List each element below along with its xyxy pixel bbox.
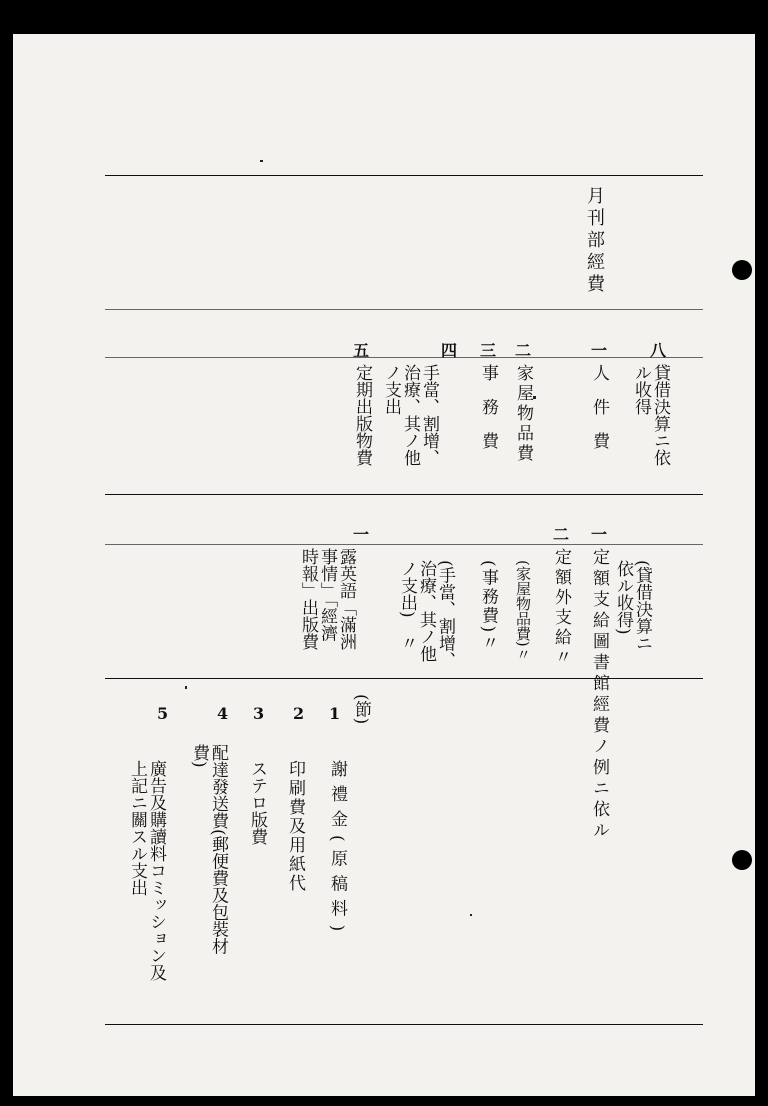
b-sub-3-text: (事務費)〃 bbox=[478, 560, 498, 654]
b-item-8-text: (貸借決算ニ 依ル收得) bbox=[613, 560, 652, 652]
rule-b-mid bbox=[105, 544, 703, 545]
item-2-number: 二 bbox=[515, 341, 532, 360]
c-sub4-number: 4 bbox=[217, 704, 229, 723]
item-5-number: 五 bbox=[353, 341, 370, 360]
item-2-text: 家屋物品費 bbox=[513, 364, 533, 464]
b-sub-2-text: (家屋物品費)〃 bbox=[514, 560, 532, 662]
item-3-text: 事 務 費 bbox=[478, 364, 498, 449]
item-3-number: 三 bbox=[480, 341, 497, 360]
speck bbox=[185, 686, 187, 689]
b-pub-number: 一 bbox=[353, 525, 370, 544]
c-sub5-text: 廣告及購讀料コミッション及 上記ニ關スル支出 bbox=[127, 760, 166, 981]
item-1-number: 一 bbox=[591, 341, 608, 360]
b-item-1-text: 定額支給圖書館經費ノ例ニ依ル bbox=[589, 548, 609, 842]
item-4-text: 手當、割增、 治療、其ノ他 ノ支出 bbox=[381, 364, 439, 466]
c-header: (節) bbox=[351, 694, 371, 725]
item-1-text: 人 件 費 bbox=[589, 364, 609, 449]
c-sub2-text: 印刷費及用紙代 bbox=[285, 760, 305, 893]
rule-b-top bbox=[105, 494, 703, 495]
rule-bottom bbox=[105, 1024, 703, 1025]
rule-top bbox=[105, 175, 703, 176]
document-page bbox=[13, 34, 755, 1096]
c-sub3-number: 3 bbox=[253, 704, 265, 723]
binder-hole-icon bbox=[732, 850, 752, 870]
b-pub-text: 露英語「滿洲 事情」「經濟 時報」出版費 bbox=[298, 548, 356, 650]
b-item-1-number: 一 bbox=[591, 525, 608, 544]
rule-header-bottom bbox=[105, 309, 703, 310]
b-item-2-text: 定額外支給〃 bbox=[551, 548, 571, 668]
c-sub5-number: 5 bbox=[157, 704, 169, 723]
b-sub-4-text: (手當、割增、 治療、其ノ他 ノ支出) 〃 bbox=[397, 560, 455, 669]
speck bbox=[533, 396, 536, 399]
b-item-2-number: 二 bbox=[553, 525, 570, 544]
c-sub2-number: 2 bbox=[293, 704, 305, 723]
rule-a-bottom bbox=[105, 357, 703, 358]
speck bbox=[260, 160, 263, 162]
item-8-text: 貸借決算ニ依 ル收得 bbox=[631, 364, 670, 466]
item-5-text: 定期出版物費 bbox=[352, 364, 372, 466]
item-8-number: 八 bbox=[650, 341, 667, 360]
item-4-number: 四 bbox=[441, 341, 458, 360]
c-sub1-number: 1 bbox=[329, 704, 341, 723]
c-sub3-text: ステロ版費 bbox=[247, 760, 267, 845]
monthly-dept-expenses-label: 月刊部經費 bbox=[584, 186, 605, 296]
rule-c-top bbox=[105, 678, 703, 679]
binder-hole-icon bbox=[732, 260, 752, 280]
c-sub4-text: 配達發送費(郵便費及包裝材 費) bbox=[189, 744, 228, 955]
c-sub1-text: 謝禮金(原稿料) bbox=[327, 760, 347, 940]
speck bbox=[470, 914, 472, 916]
